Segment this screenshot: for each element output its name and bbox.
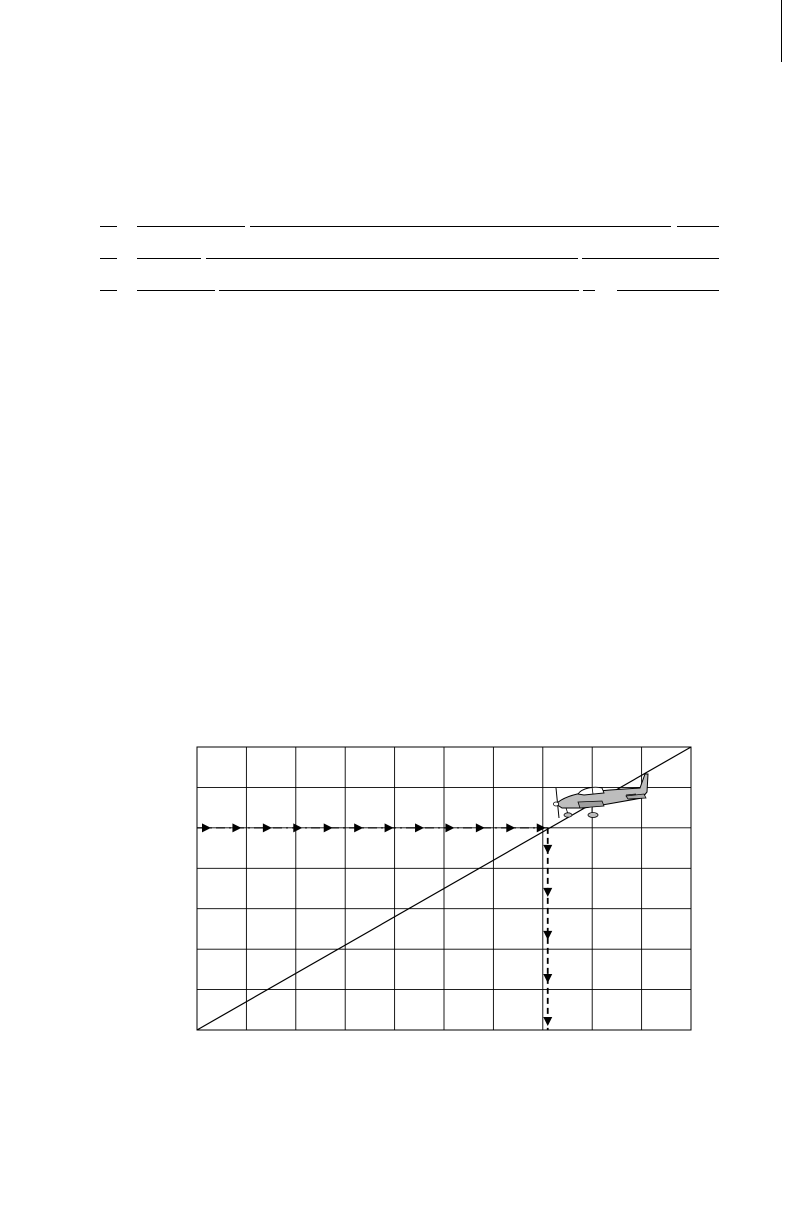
- arrow-right-icon: [506, 823, 515, 832]
- arrow-down-icon: [543, 1017, 552, 1026]
- airplane-icon: [554, 774, 649, 818]
- arrow-right-icon: [415, 823, 424, 832]
- arrow-right-icon: [354, 823, 363, 832]
- arrow-right-icon: [445, 823, 454, 832]
- arrow-right-icon: [324, 823, 333, 832]
- arrow-down-icon: [543, 974, 552, 983]
- arrow-right-icon: [293, 823, 302, 832]
- arrow-right-icon: [263, 823, 272, 832]
- arrow-right-icon: [385, 823, 394, 832]
- arrow-down-icon: [543, 845, 552, 854]
- arrow-right-icon: [232, 823, 241, 832]
- arrow-right-icon: [476, 823, 485, 832]
- arrow-down-icon: [543, 931, 552, 940]
- arrow-down-icon: [543, 888, 552, 897]
- arrow-right-icon: [202, 823, 211, 832]
